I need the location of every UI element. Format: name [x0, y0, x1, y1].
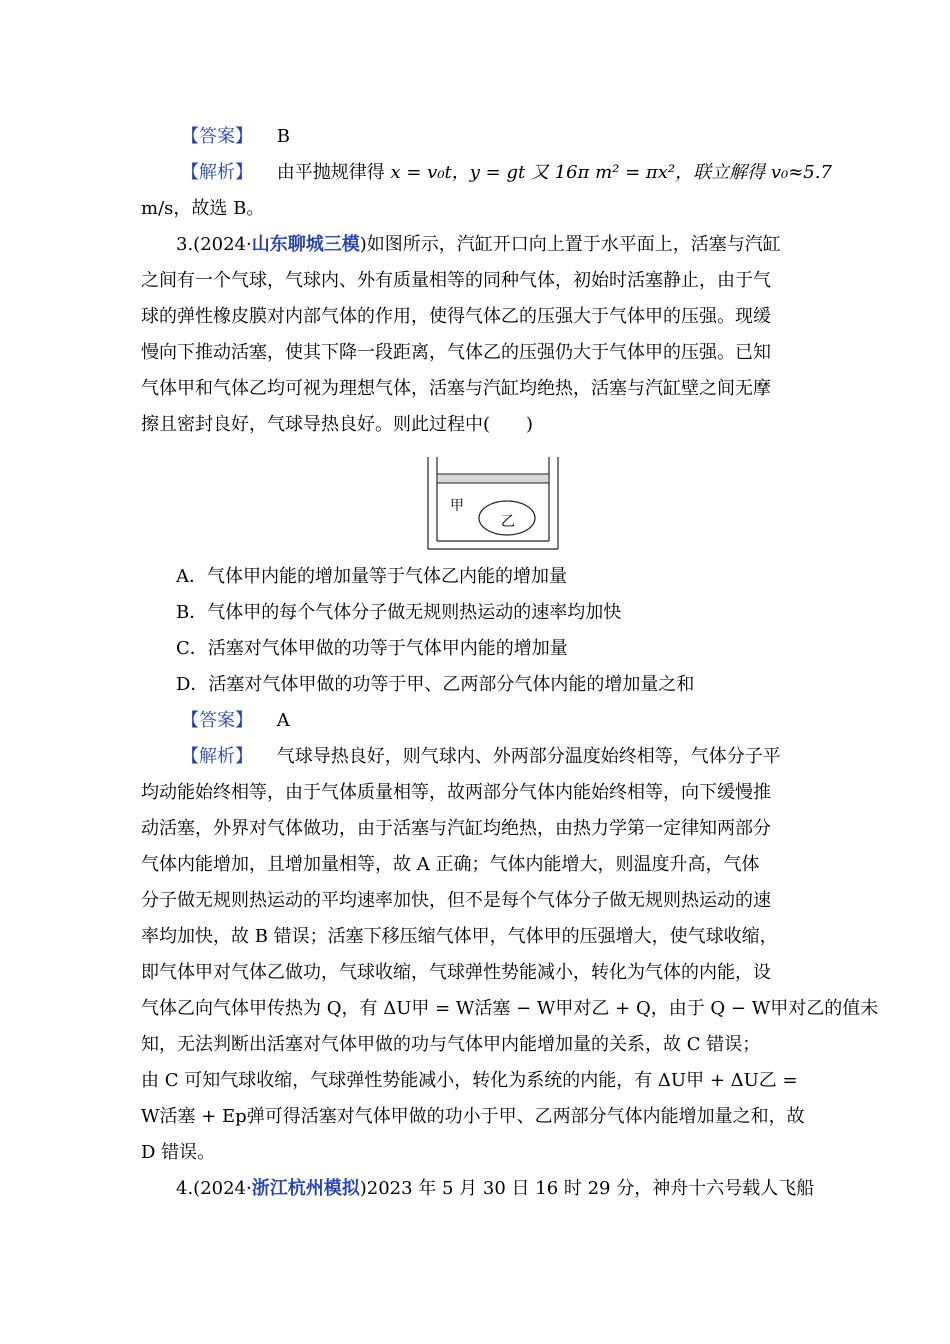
answer-tag: 【答案】 [181, 710, 253, 731]
q2-analysis-line-2: m/s，故选 B。 [141, 198, 265, 219]
q3-analysis-line-9: 知，无法判断出活塞对气体甲做的功与气体甲内能增加量的关系，故 C 错误； [141, 1034, 761, 1055]
q3-analysis-line-12: D 错误。 [141, 1142, 216, 1163]
q3-stem-line-4: 慢向下推动活塞，使其下降一段距离，气体乙的压强仍大于气体甲的压强。已知 [141, 342, 771, 363]
analysis-tag: 【解析】 [181, 746, 253, 767]
analysis-text: 气球导热良好，则气球内、外两部分温度始终相等，气体分子平 [276, 746, 781, 767]
q3-analysis-line-5: 分子做无规则热运动的平均速率加快，但不是每个气体分子做无规则热运动的速 [141, 890, 771, 911]
option-d: D．活塞对气体甲做的功等于甲、乙两部分气体内能的增加量之和 [176, 674, 695, 695]
q3-source: 山东聊城三模 [251, 234, 360, 255]
q3-analysis-line-1 [181, 746, 853, 768]
q3-stem-line-3: 球的弹性橡皮膜对内部气体的作用，使得气体乙的压强大于气体甲的压强。现缓 [141, 306, 771, 327]
q4-stem-text: )2023 年 5 月 30 日 16 时 29 分，神舟十六号载人飞船 [359, 1178, 815, 1199]
q4-stem-line-1 [176, 1178, 848, 1200]
q4-number: 4.(2024· [176, 1178, 252, 1199]
q3-analysis-line-7: 即气体甲对气体乙做功，气球收缩，气球弹性势能减小，转化为气体的内能，设 [141, 962, 771, 983]
analysis-tag: 【解析】 [181, 162, 253, 183]
option-a: A．气体甲内能的增加量等于气体乙内能的增加量 [176, 566, 567, 587]
q3-analysis-line-2: 均动能始终相等，由于气体质量相等，故两部分气体内能始终相等，向下缓慢推 [141, 782, 771, 803]
q2-analysis-line-1 [181, 162, 853, 184]
q3-analysis-line-4: 气体内能增加，且增加量相等，故 A 正确；气体内能增大，则温度升高，气体 [141, 854, 760, 875]
answer-value: B [276, 126, 290, 147]
option-c: C．活塞对气体甲做的功等于气体甲内能的增加量 [176, 638, 568, 659]
q4-source: 浙江杭州模拟 [251, 1178, 360, 1199]
q3-analysis-line-11: W活塞 + Ep弹可得活塞对气体甲做的功小于甲、乙两部分气体内能增加量之和，故 [141, 1106, 805, 1127]
q3-stem-line-2: 之间有一个气球，气球内、外有质量相等的同种气体，初始时活塞静止，由于气 [141, 270, 771, 291]
q3-stem-text: )如图所示，汽缸开口向上置于水平面上，活塞与汽缸 [359, 234, 781, 255]
q3-analysis-line-3: 动活塞，外界对气体做功，由于活塞与汽缸均绝热，由热力学第一定律知两部分 [141, 818, 771, 839]
q3-analysis-line-8: 气体乙向气体甲传热为 Q，有 ΔU甲 = W活塞 − W甲对乙 + Q，由于 Q − W甲对乙的值未 [141, 998, 879, 1019]
label-gas-jia: 甲 [450, 498, 464, 514]
q3-stem-line-1 [176, 234, 848, 256]
answer-tag: 【答案】 [181, 126, 253, 147]
q3-number: 3.(2024· [176, 234, 252, 255]
q3-stem-line-6: 擦且密封良好，气球导热良好。则此过程中( ) [141, 414, 534, 435]
label-gas-yi: 乙 [501, 514, 515, 530]
analysis-text: 由平抛规律得 [276, 162, 391, 183]
analysis-formula: x = v₀t，y = gt 又 16π m² = πx²，联立解得 v₀≈5.7 [390, 162, 832, 183]
q3-stem-line-5: 气体甲和气体乙均可视为理想气体，活塞与汽缸均绝热，活塞与汽缸壁之间无摩 [141, 378, 771, 399]
q2-answer-line [181, 126, 853, 148]
q3-answer-line [181, 710, 853, 732]
cylinder-figure [425, 457, 560, 551]
answer-value: A [276, 710, 290, 731]
q3-analysis-line-10: 由 C 可知气球收缩，气球弹性势能减小，转化为系统的内能，有 ΔU甲 + ΔU乙 = [141, 1070, 798, 1091]
option-b: B．气体甲的每个气体分子做无规则热运动的速率均加快 [176, 602, 622, 623]
q3-analysis-line-6: 率均加快，故 B 错误；活塞下移压缩气体甲，气体甲的压强增大，使气球收缩， [141, 926, 778, 947]
